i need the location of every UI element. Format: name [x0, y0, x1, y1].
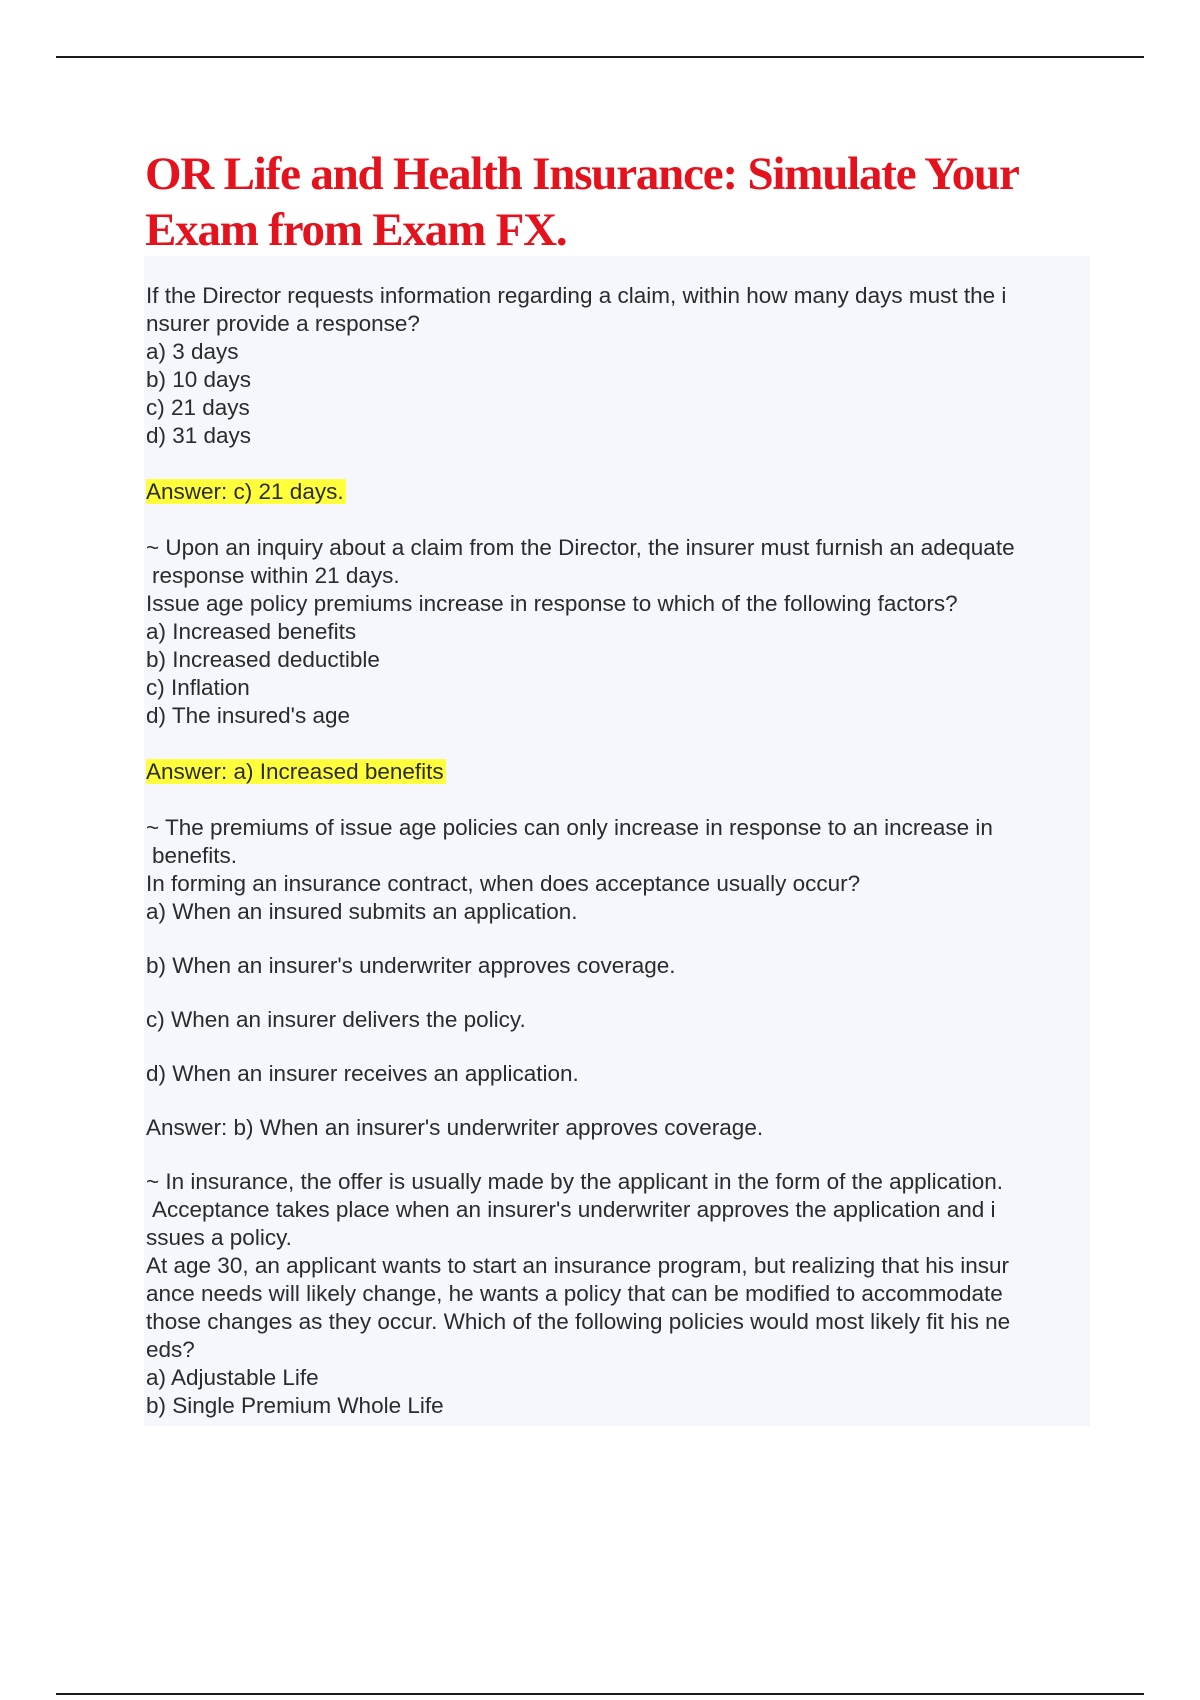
- q2-option: b) Increased deductible: [146, 647, 380, 672]
- q4-question-line: eds?: [146, 1337, 195, 1362]
- q3-explanation-line: ~ In insurance, the offer is usually made by the applicant in the form of the application.: [146, 1169, 1003, 1194]
- q1-explanation-line: ~ Upon an inquiry about a claim from the Director, the insurer must furnish an adequate: [146, 535, 1015, 560]
- q2-answer: Answer: a) Increased benefits: [146, 759, 444, 784]
- q3-option: c) When an insurer delivers the policy.: [146, 1007, 526, 1032]
- qa-content-panel: [144, 256, 1090, 1426]
- q3-option: d) When an insurer receives an application.: [146, 1061, 579, 1086]
- q4-question-line: At age 30, an applicant wants to start an insurance program, but realizing that his insur: [146, 1253, 1009, 1278]
- q2-question: Issue age policy premiums increase in response to which of the following factors?: [146, 591, 958, 616]
- q2-option: c) Inflation: [146, 675, 250, 700]
- q2-explanation-line: ~ The premiums of issue age policies can only increase in response to an increase in: [146, 815, 993, 840]
- q2-explanation-line: benefits.: [152, 843, 238, 868]
- q1-answer: Answer: c) 21 days.: [146, 479, 344, 504]
- q4-option: a) Adjustable Life: [146, 1365, 319, 1390]
- q1-option: d) 31 days: [146, 423, 252, 448]
- q4-question-line: those changes as they occur. Which of the following policies would most likely fit his ne: [146, 1309, 1011, 1334]
- q1-option: a) 3 days: [146, 339, 239, 364]
- q1-explanation-line: response within 21 days.: [152, 563, 400, 588]
- q3-explanation-line: ssues a policy.: [146, 1225, 292, 1250]
- q3-answer: Answer: b) When an insurer's underwriter approves coverage.: [146, 1115, 764, 1140]
- q3-option: b) When an insurer's underwriter approves coverage.: [146, 953, 676, 978]
- q3-explanation-line: Acceptance takes place when an insurer's underwriter approves the application and i: [152, 1197, 996, 1222]
- q1-question-line: nsurer provide a response?: [146, 311, 420, 336]
- q2-option: d) The insured's age: [146, 703, 351, 728]
- top-rule: [56, 56, 1144, 58]
- q1-option: c) 21 days: [146, 395, 250, 420]
- q3-option: a) When an insured submits an application.: [146, 899, 578, 924]
- q1-question-line: If the Director requests information regarding a claim, within how many days must the i: [146, 283, 1007, 308]
- q4-option: b) Single Premium Whole Life: [146, 1393, 444, 1418]
- document-title: OR Life and Health Insurance: Simulate Your Exam from Exam FX.: [145, 148, 1018, 256]
- q2-option: a) Increased benefits: [146, 619, 357, 644]
- q4-question-line: ance needs will likely change, he wants a policy that can be modified to accommodate: [146, 1281, 1003, 1306]
- q1-option: b) 10 days: [146, 367, 252, 392]
- bottom-rule: [56, 1693, 1144, 1695]
- q3-question: In forming an insurance contract, when does acceptance usually occur?: [146, 871, 861, 896]
